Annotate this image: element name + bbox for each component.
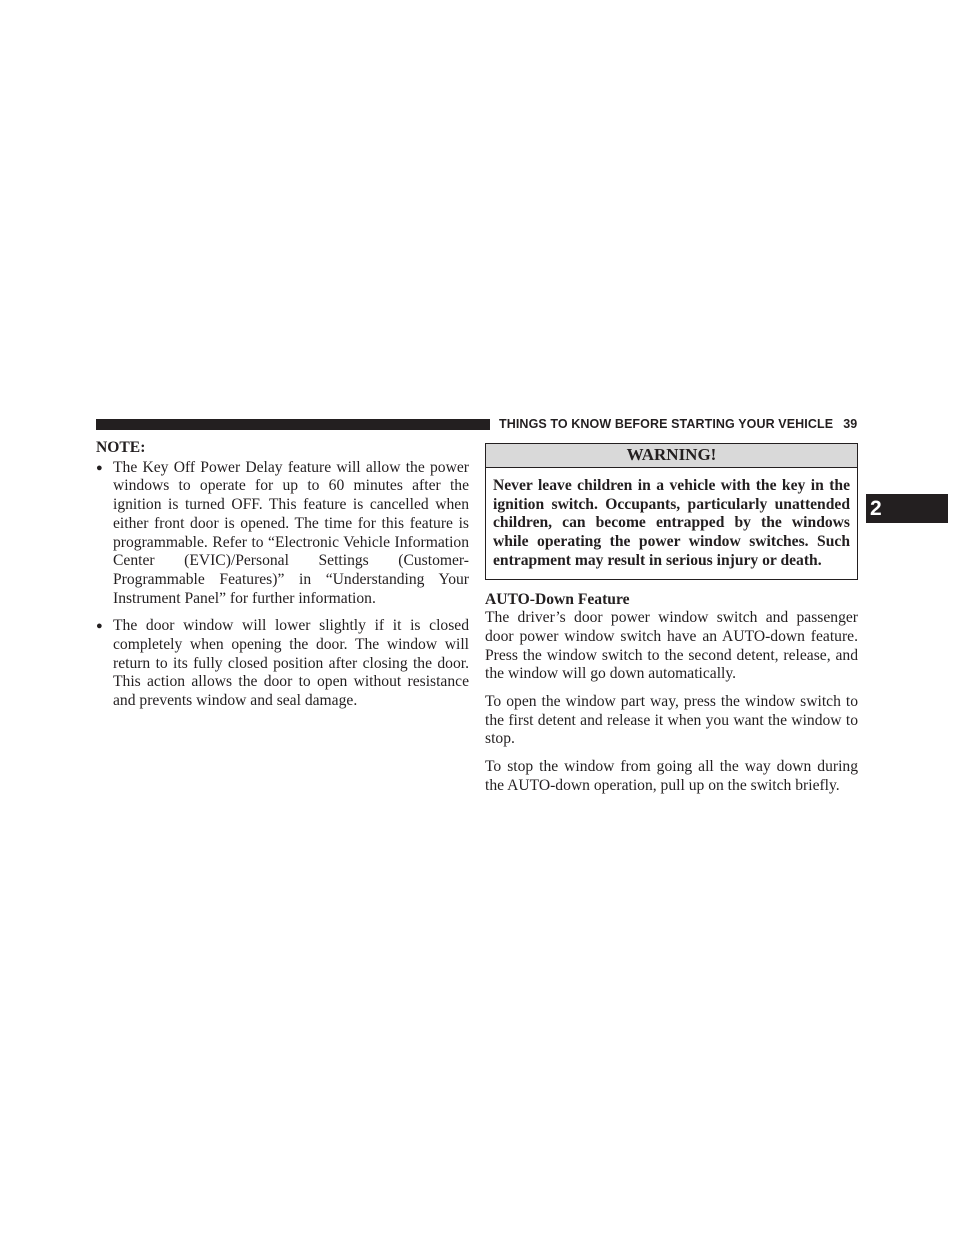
bullet-icon: ●	[96, 620, 103, 633]
header-rule	[96, 419, 490, 430]
paragraph: To stop the window from going all the way down during the AUTO-down operation, pull up on the switch briefly.	[485, 758, 858, 794]
page-number: 39	[843, 417, 858, 431]
right-column	[485, 443, 858, 805]
list-item	[96, 459, 469, 609]
left-column	[96, 439, 469, 720]
warning-box	[485, 443, 858, 580]
paragraph: The driver’s door power window switch and passenger door power window switch have an AUTO-down feature. Press the window switch to the second detent, release, and the window will go down automatically.	[485, 609, 858, 683]
section-subheading: AUTO-Down Feature	[485, 590, 630, 608]
running-header	[499, 417, 859, 431]
warning-title: WARNING!	[486, 444, 857, 468]
bullet-text: The Key Off Power Delay feature will allow the power windows to operate for up to 60 minutes after the ignition is turned OFF. This feature is cancelled when either front door is opened. The time for this feature is programmable. Refer to “Electronic Vehicle Information Center (EVIC)/Personal Settings (Customer-Programmable Features)” in “Understanding Your Instrument Panel” for further information.	[113, 458, 469, 607]
bullet-icon: ●	[96, 461, 103, 474]
warning-text: Never leave children in a vehicle with the key in the ignition switch. Occupants, particularly unattended children, can become entrapped by the windows while operating the power window switches. Such entrapment may result in serious injury or death.	[493, 477, 850, 569]
note-bullet-list	[96, 459, 469, 711]
note-heading: NOTE:	[96, 439, 146, 456]
bullet-text: The door window will lower slightly if it is closed completely when opening the door. The window will return to its fully closed position after closing the door. This action allows the door to open without resistance and prevents window and seal damage.	[113, 617, 469, 710]
list-item	[96, 617, 469, 711]
section-title: THINGS TO KNOW BEFORE STARTING YOUR VEHICLE	[499, 417, 834, 431]
chapter-tab: 2	[866, 494, 948, 523]
paragraph: To open the window part way, press the window switch to the first detent and release it when you want the window to stop.	[485, 693, 858, 748]
